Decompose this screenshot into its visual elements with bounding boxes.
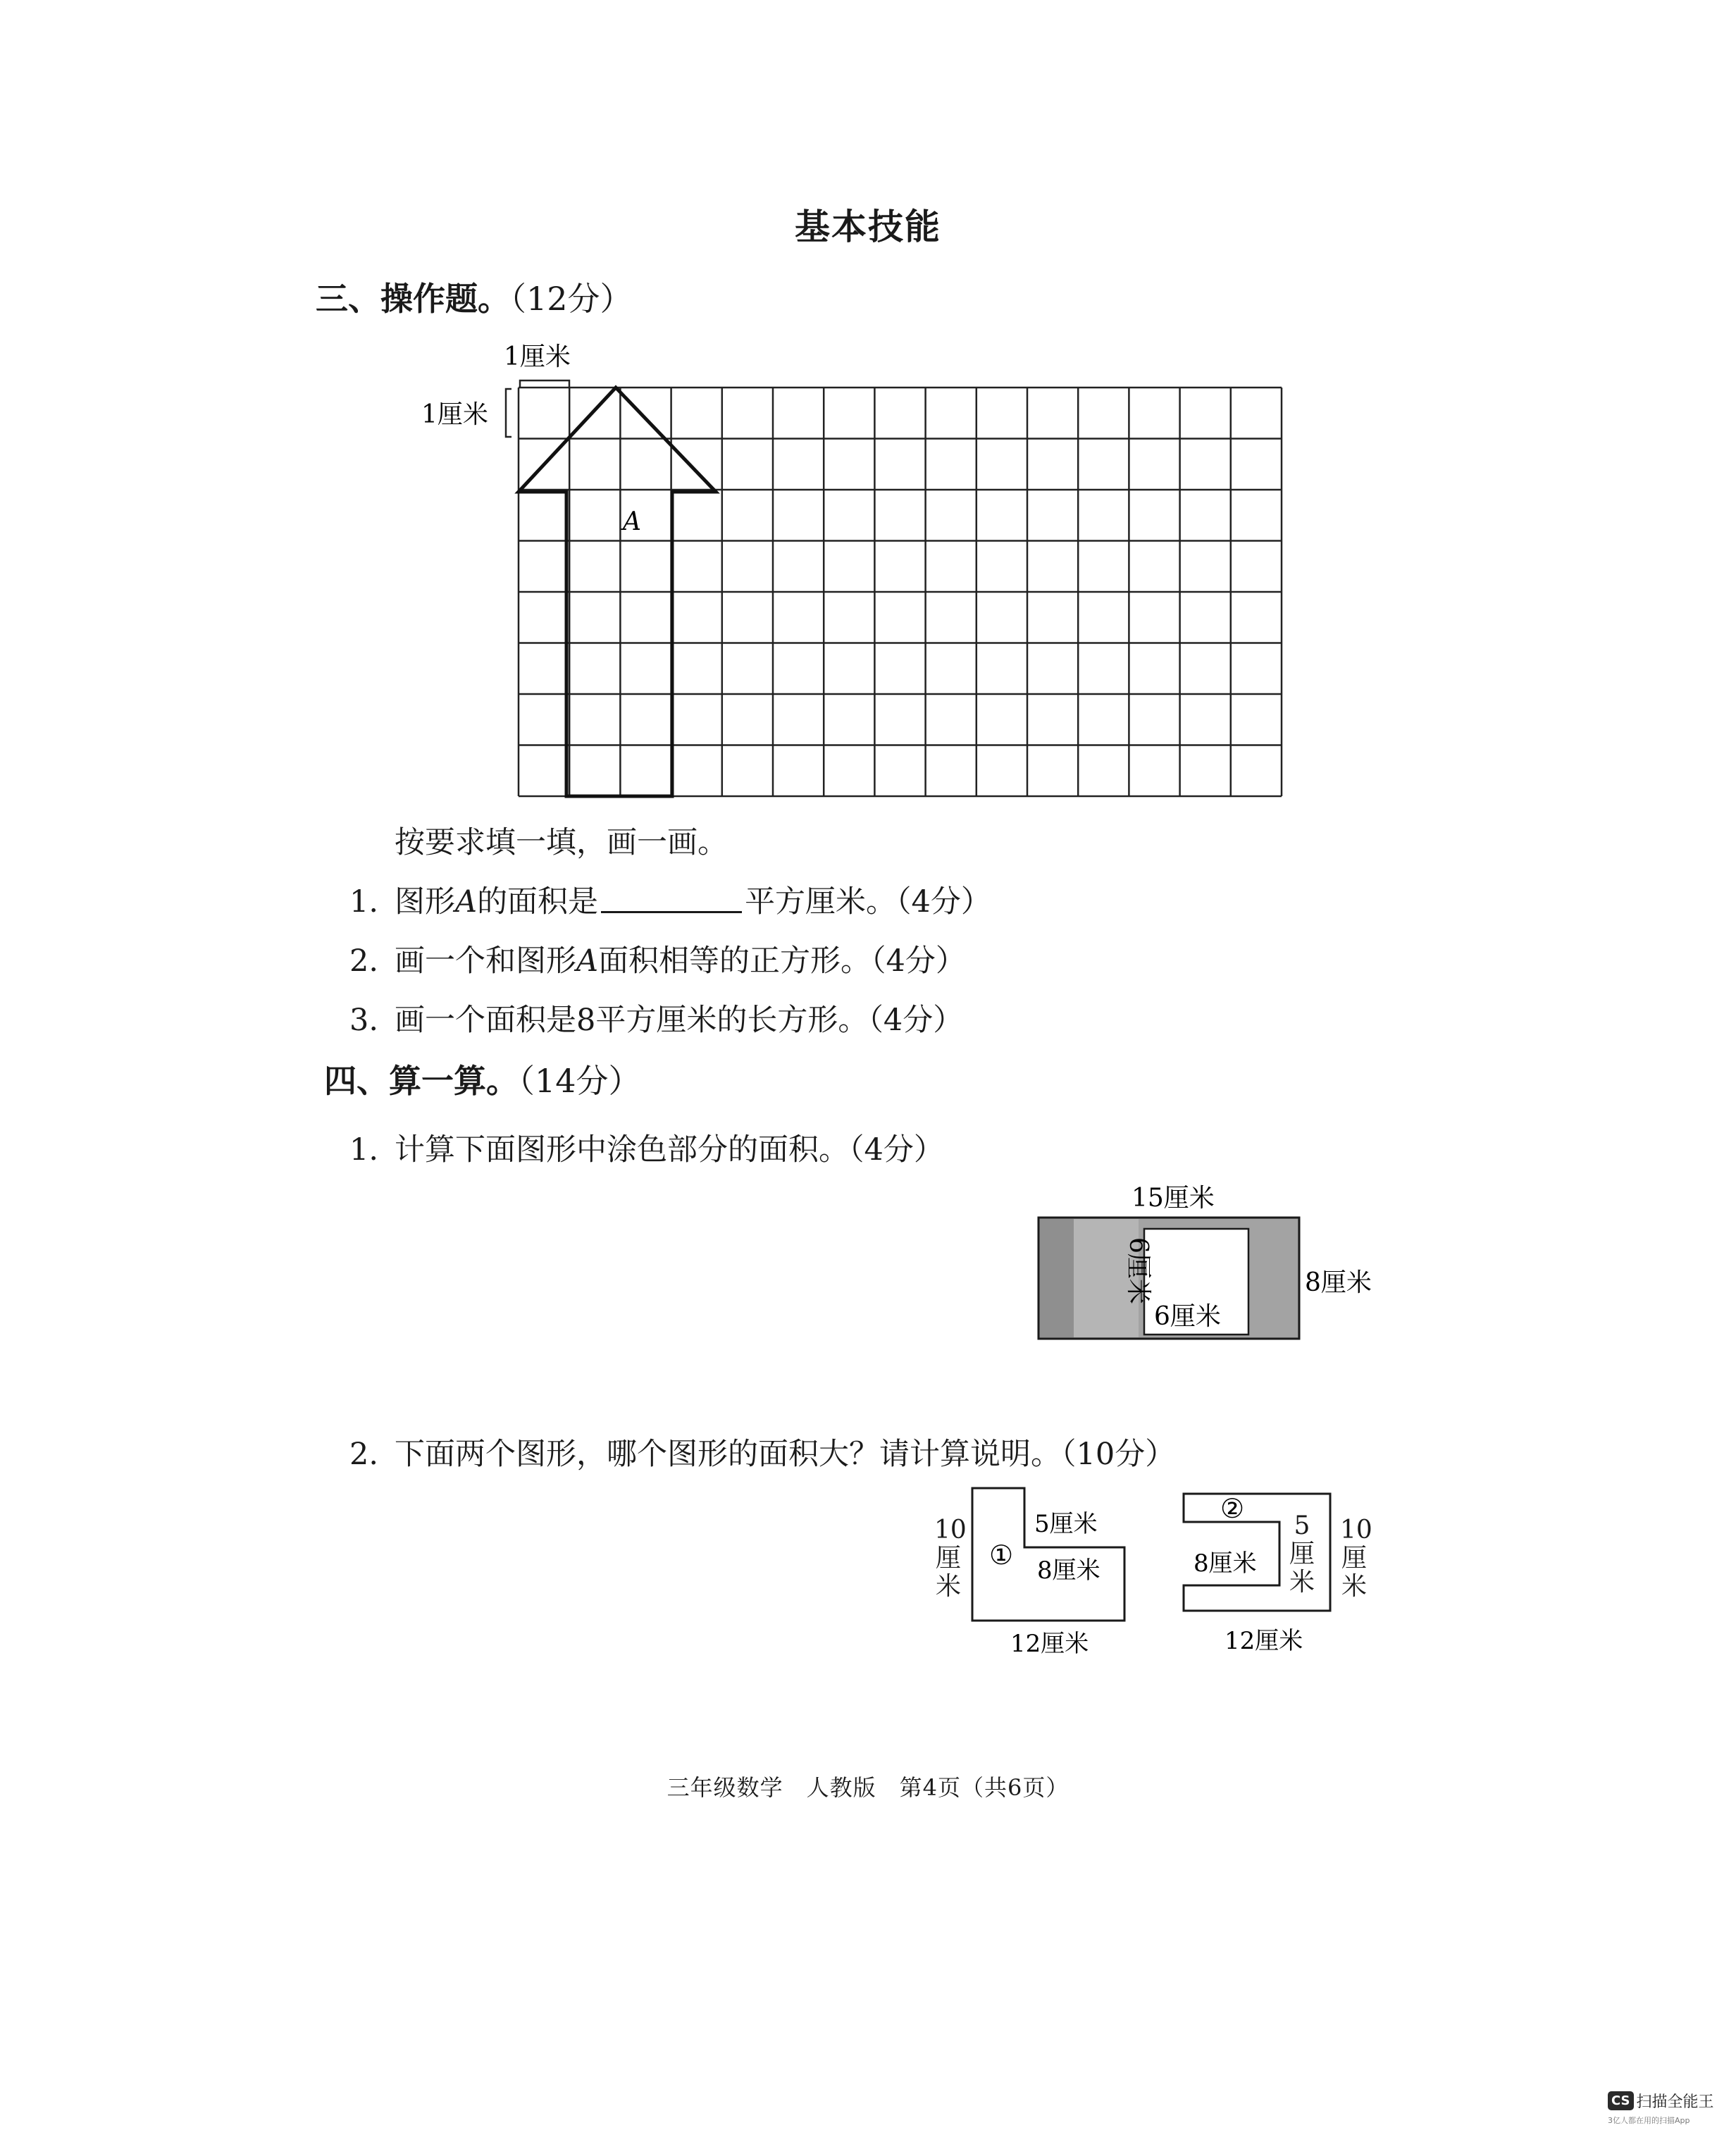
figure-2-right-num: 10 xyxy=(1340,1516,1372,1544)
part3-heading-text: 三、操作题。 xyxy=(316,280,510,318)
grid-figure xyxy=(395,338,1374,817)
watermark-name: 扫描全能王 xyxy=(1636,2093,1714,2111)
unit-bracket-left xyxy=(506,389,512,437)
part4-points: （14分） xyxy=(519,1062,641,1100)
question-text: 图形 xyxy=(395,884,455,920)
shape-ref: A xyxy=(455,884,478,920)
watermark-logo-icon: CS xyxy=(1608,2091,1634,2110)
question-text: 画一个面积是8平方厘米的长方形。（4分） xyxy=(395,1003,964,1038)
watermark-subtitle: 3亿人都在用的扫描App xyxy=(1608,2116,1690,2125)
unit-label-left: 1厘米 xyxy=(421,400,488,429)
figure-1-marker: ① xyxy=(989,1540,1014,1571)
part3-points: （12分） xyxy=(510,280,633,318)
question-4-1 xyxy=(349,1126,944,1169)
scanner-watermark xyxy=(1608,2090,1714,2126)
question-text: 画一个和图形 xyxy=(395,943,576,979)
figure-2-marker: ② xyxy=(1220,1493,1245,1524)
figure-2-notch-char: 米 xyxy=(1289,1568,1315,1597)
figure-1-notch-height: 5厘米 xyxy=(1034,1510,1098,1538)
figure-2-notch-height-label xyxy=(1288,1512,1316,1597)
figure-2-notch-num: 5 xyxy=(1294,1511,1310,1540)
question-text: 平方厘米。（4分） xyxy=(745,884,991,920)
section-title: 基本技能 xyxy=(795,206,941,247)
figure-1-left-char: 厘 xyxy=(935,1544,961,1573)
figure-2-right-char: 米 xyxy=(1341,1572,1367,1601)
label-top: 15厘米 xyxy=(1132,1184,1215,1213)
label-right: 8厘米 xyxy=(1305,1268,1372,1297)
shape-ref: A xyxy=(576,943,599,979)
question-3-1 xyxy=(349,878,991,921)
answer-blank[interactable] xyxy=(601,884,742,913)
part3-heading xyxy=(316,273,633,320)
question-3-3 xyxy=(349,996,963,1039)
figure-2-notch-char: 厘 xyxy=(1289,1540,1315,1568)
question-number: 1. xyxy=(349,884,379,920)
question-text: 计算下面图形中涂色部分的面积。（4分） xyxy=(395,1132,944,1168)
figure-1-left-num: 10 xyxy=(934,1516,967,1544)
instruction: 按要求填一填，画一画。 xyxy=(395,825,728,860)
question-4-2 xyxy=(349,1430,1175,1473)
grid-lines xyxy=(519,388,1282,796)
figure-1-left-char: 米 xyxy=(935,1572,961,1601)
question-number: 2. xyxy=(349,943,379,979)
question-text: 下面两个图形，哪个图形的面积大？请计算说明。（10分） xyxy=(395,1437,1176,1472)
unit-label-top: 1厘米 xyxy=(504,342,571,371)
figure-2-right-label xyxy=(1340,1516,1372,1601)
question-3-2 xyxy=(349,937,966,980)
figure-2-bottom: 12厘米 xyxy=(1224,1627,1303,1655)
question-text: 的面积是 xyxy=(477,884,599,920)
unit-bracket-top xyxy=(520,380,569,388)
figure-1-left-label xyxy=(934,1516,967,1601)
shape-a-label: A xyxy=(623,507,641,536)
question-number: 2. xyxy=(349,1437,379,1472)
part4-heading-text: 四、算一算。 xyxy=(324,1062,519,1100)
question-number: 1. xyxy=(349,1132,379,1168)
part4-heading xyxy=(324,1055,641,1102)
page-footer: 三年级数学 人教版 第4页（共6页） xyxy=(666,1774,1070,1801)
figure-2-notch-width: 8厘米 xyxy=(1194,1549,1257,1578)
shaded-rect-figure xyxy=(1029,1178,1395,1368)
label-inner-left: 6厘米 xyxy=(1124,1237,1153,1304)
question-text: 面积相等的正方形。（4分） xyxy=(598,943,966,979)
figure-1-notch-width: 8厘米 xyxy=(1037,1556,1100,1585)
figure-1-bottom: 12厘米 xyxy=(1010,1630,1089,1658)
figure-2-right-char: 厘 xyxy=(1341,1544,1367,1573)
question-number: 3. xyxy=(349,1003,379,1038)
label-inner-bottom: 6厘米 xyxy=(1154,1302,1221,1331)
